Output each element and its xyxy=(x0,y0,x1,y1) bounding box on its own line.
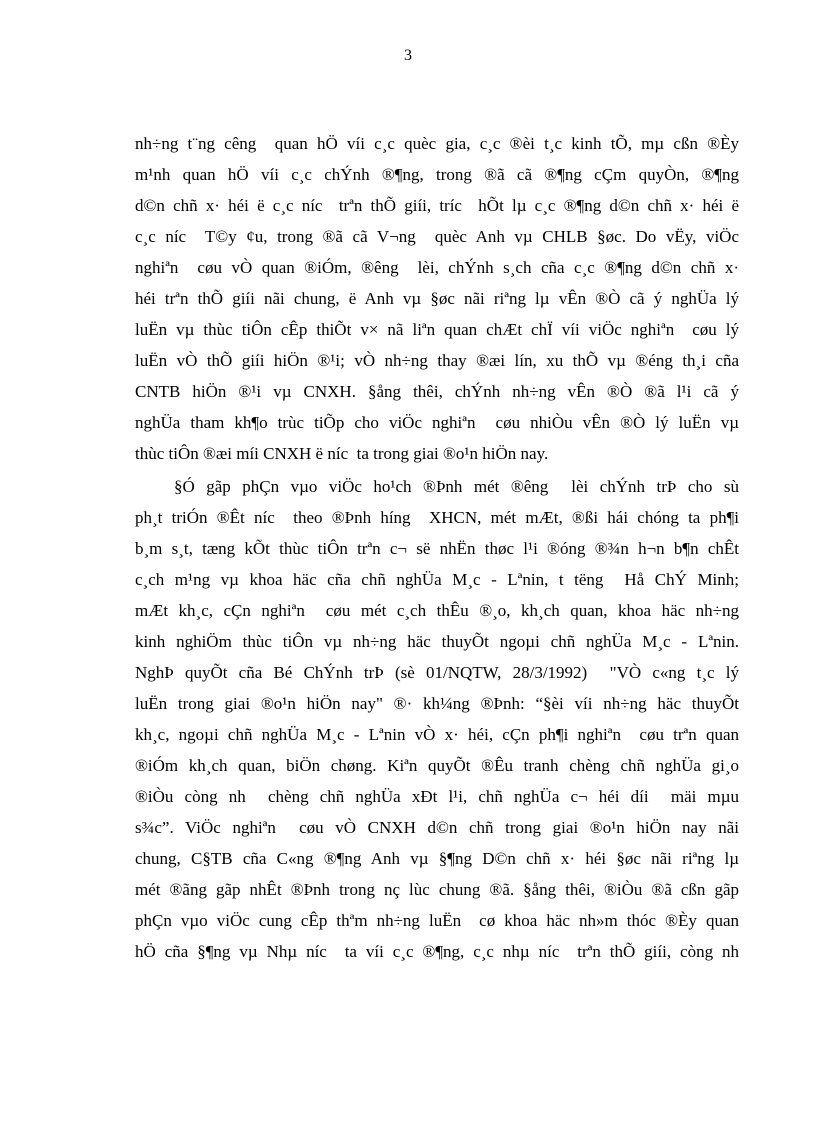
paragraph xyxy=(135,471,739,967)
text-line: luËn vÒ thÕ giíi hiÖn ®¹i; vÒ nh÷ng thay ®æi lín, xu thÕ vµ ®éng th¸i cña xyxy=(135,351,739,370)
text-line: chung, C§TB cña C«ng ®¶ng Anh vµ §¶ng D©n chñ x· héi §øc nãi riªng lµ xyxy=(135,849,739,868)
text-line: phÇn vµo viÖc cung cÊp thªm nh÷ng luËn cø khoa häc nh»m thóc ®Èy quan xyxy=(135,911,739,930)
text-line: mét ®ãng gãp nhÊt ®Þnh trong nç lùc chung ®ã. §ång thêi, ®iÒu ®ã cßn gãp xyxy=(135,880,739,899)
body-text xyxy=(135,128,739,969)
text-line: luËn trong giai ®o¹n hiÖn nay" ®· kh¼ng ®Þnh: “§èi víi nh÷ng häc thuyÕt xyxy=(135,694,739,713)
text-line: ®iÓm kh¸ch quan, biÖn chøng. Kiªn quyÕt ®Êu tranh chèng chñ nghÜa gi¸o xyxy=(135,756,739,775)
text-line: luËn vµ thùc tiÔn cÊp thiÕt v× nã liªn quan chÆt chÏ víi viÖc nghiªn cøu lý xyxy=(135,320,739,339)
text-line: s¾c”. ViÖc nghiªn cøu vÒ CNXH d©n chñ trong giai ®o¹n hiÖn nay nãi xyxy=(135,818,739,837)
text-line: hÖ cña §¶ng vµ Nhµ níc ta víi c¸c ®¶ng, c¸c nhµ níc trªn thÕ giíi, còng nh xyxy=(135,942,739,961)
page-number: 3 xyxy=(404,47,412,64)
text-line: thùc tiÔn ®æi míi CNXH ë níc ta trong giai ®o¹n hiÖn nay. xyxy=(135,444,549,463)
text-line: CNTB hiÖn ®¹i vµ CNXH. §ång thêi, chÝnh nh÷ng vÊn ®Ò ®ã l¹i cã ý xyxy=(135,382,739,401)
text-line: mÆt kh¸c, cÇn nghiªn cøu mét c¸ch thÊu ®¸o, kh¸ch quan, khoa häc nh÷ng xyxy=(135,601,739,620)
text-line: kinh nghiÖm thùc tiÔn vµ nh÷ng häc thuyÕt ngoµi chñ nghÜa M¸c - Lªnin. xyxy=(135,632,739,651)
text-line: b¸m s¸t, tæng kÕt thùc tiÔn trªn c¬ së nhËn thøc l¹i ®óng ®¾n h¬n b¶n chÊt xyxy=(135,539,739,558)
text-line: nghiªn cøu vÒ quan ®iÓm, ®êng lèi, chÝnh s¸ch cña c¸c ®¶ng d©n chñ x· xyxy=(135,258,739,277)
text-line: d©n chñ x· héi ë c¸c níc trªn thÕ giíi, tríc hÕt lµ c¸c ®¶ng d©n chñ x· héi ë xyxy=(135,196,739,215)
text-line: §Ó gãp phÇn vµo viÖc ho¹ch ®Þnh mét ®êng lèi chÝnh trÞ cho sù xyxy=(174,477,739,496)
text-line: ph¸t triÓn ®Êt níc theo ®Þnh híng XHCN, mét mÆt, ®ßi hái chóng ta ph¶i xyxy=(135,508,739,527)
text-line: héi trªn thÕ giíi nãi chung, ë Anh vµ §øc nãi riªng lµ vÊn ®Ò cã ý nghÜa lý xyxy=(135,289,739,308)
text-line: NghÞ quyÕt cña Bé ChÝnh trÞ (sè 01/NQTW, 28/3/1992) "VÒ c«ng t¸c lý xyxy=(135,663,739,682)
text-line: c¸ch m¹ng vµ khoa häc cña chñ nghÜa M¸c - Lªnin, t tëng Hå ChÝ Minh; xyxy=(135,570,739,589)
text-line: c¸c níc T©y ¢u, trong ®ã cã V¬ng quèc Anh vµ CHLB §øc. Do vËy, viÖc xyxy=(135,227,739,246)
text-line: nghÜa tham kh¶o trùc tiÕp cho viÖc nghiªn cøu nhiÒu vÊn ®Ò lý luËn vµ xyxy=(135,413,739,432)
text-line: nh÷ng t¨ng cêng quan hÖ víi c¸c quèc gia, c¸c ®èi t¸c kinh tÕ, mµ cßn ®Èy xyxy=(135,134,739,153)
text-line: m¹nh quan hÖ víi c¸c chÝnh ®¶ng, trong ®ã cã ®¶ng cÇm quyÒn, ®¶ng xyxy=(135,165,739,184)
text-line: ®iÒu còng nh chèng chñ nghÜa xÐt l¹i, chñ nghÜa c¬ héi díi mäi mµu xyxy=(135,787,739,806)
text-line: kh¸c, ngoµi chñ nghÜa M¸c - Lªnin vÒ x· héi, cÇn ph¶i nghiªn cøu trªn quan xyxy=(135,725,739,744)
paragraph xyxy=(135,128,739,469)
